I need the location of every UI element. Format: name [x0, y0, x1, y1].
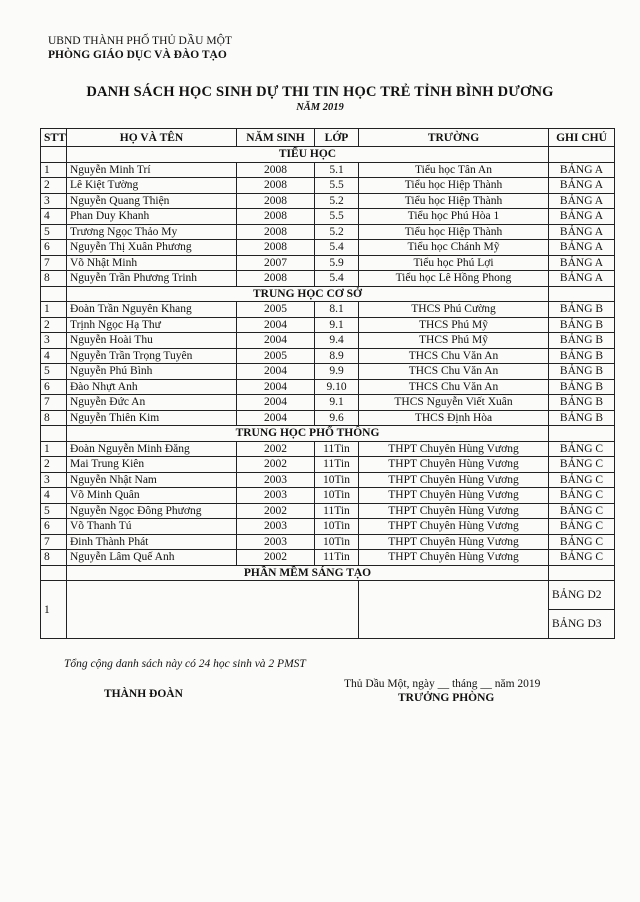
- class-cell: 5.5: [315, 178, 359, 194]
- section-title: TRUNG HỌC PHỔ THÔNG: [67, 426, 549, 442]
- stt-cell: 3: [41, 333, 67, 349]
- stt-cell: 8: [41, 271, 67, 287]
- school-cell: Tiểu học Phú Lợi: [359, 255, 549, 271]
- class-cell: 9.10: [315, 379, 359, 395]
- table-row: [41, 271, 615, 287]
- table-row: [41, 240, 615, 256]
- name-cell: Đinh Thành Phát: [67, 534, 237, 550]
- class-cell: 5.4: [315, 271, 359, 287]
- section-title: TIỂU HỌC: [67, 147, 549, 163]
- table-row: [41, 302, 615, 318]
- note-cell: BẢNG A: [549, 193, 615, 209]
- software-row: [41, 581, 615, 610]
- class-cell: 9.1: [315, 317, 359, 333]
- note-cell: BẢNG C: [549, 519, 615, 535]
- col-birth: NĂM SINH: [237, 129, 315, 147]
- birth-cell: 2002: [237, 457, 315, 473]
- document-title: DANH SÁCH HỌC SINH DỰ THI TIN HỌC TRẺ TỈNH BÌNH DƯƠNG: [86, 84, 554, 100]
- school-cell: THCS Nguyễn Viết Xuân: [359, 395, 549, 411]
- class-cell: 5.1: [315, 162, 359, 178]
- school-cell: THPT Chuyên Hùng Vương: [359, 550, 549, 566]
- col-note: GHI CHÚ: [549, 129, 615, 147]
- name-cell: Nguyễn Trần Trọng Tuyên: [67, 348, 237, 364]
- name-cell: Nguyễn Thiên Kim: [67, 410, 237, 426]
- col-school: TRƯỜNG: [359, 129, 549, 147]
- section-stt-cell: [41, 565, 67, 581]
- note-cell: BẢNG B: [549, 348, 615, 364]
- table-row: [41, 333, 615, 349]
- birth-cell: 2002: [237, 441, 315, 457]
- class-cell: 10Tin: [315, 534, 359, 550]
- class-cell: 5.9: [315, 255, 359, 271]
- name-cell: Nguyễn Đức An: [67, 395, 237, 411]
- name-cell: Đào Nhựt Anh: [67, 379, 237, 395]
- section-row: [41, 147, 615, 163]
- birth-cell: 2004: [237, 364, 315, 380]
- stt-cell: 5: [41, 224, 67, 240]
- stt-cell: 1: [41, 441, 67, 457]
- note-cell: BẢNG C: [549, 488, 615, 504]
- stt-cell: 8: [41, 550, 67, 566]
- note-cell: BẢNG C: [549, 457, 615, 473]
- document-header: [48, 34, 232, 62]
- school-cell: THCS Chu Văn An: [359, 348, 549, 364]
- school-cell: Tiểu học Hiệp Thành: [359, 193, 549, 209]
- table-row: [41, 550, 615, 566]
- student-table: [40, 128, 615, 639]
- class-cell: 10Tin: [315, 488, 359, 504]
- birth-cell: 2003: [237, 472, 315, 488]
- stt-cell: 7: [41, 255, 67, 271]
- birth-cell: 2008: [237, 240, 315, 256]
- table-body: [41, 147, 615, 639]
- school-cell: THCS Chu Văn An: [359, 364, 549, 380]
- stt-cell: 7: [41, 534, 67, 550]
- stt-cell: 1: [41, 302, 67, 318]
- stt-cell: 2: [41, 317, 67, 333]
- class-cell: 11Tin: [315, 503, 359, 519]
- birth-cell: 2007: [237, 255, 315, 271]
- class-cell: 5.2: [315, 193, 359, 209]
- school-cell: THPT Chuyên Hùng Vương: [359, 519, 549, 535]
- stt-cell: 1: [41, 162, 67, 178]
- table-row: [41, 472, 615, 488]
- class-cell: 10Tin: [315, 472, 359, 488]
- name-cell: Phan Duy Khanh: [67, 209, 237, 225]
- class-cell: 9.9: [315, 364, 359, 380]
- stt-cell: 5: [41, 503, 67, 519]
- birth-cell: 2008: [237, 178, 315, 194]
- section-note-cell: [549, 565, 615, 581]
- name-cell: Nguyễn Ngọc Đông Phương: [67, 503, 237, 519]
- software-name-cell: [67, 581, 359, 639]
- school-cell: THCS Chu Văn An: [359, 379, 549, 395]
- birth-cell: 2008: [237, 224, 315, 240]
- class-cell: 10Tin: [315, 519, 359, 535]
- table-row: [41, 379, 615, 395]
- school-cell: Tiểu học Hiệp Thành: [359, 224, 549, 240]
- name-cell: Trương Ngọc Thảo My: [67, 224, 237, 240]
- col-class: LỚP: [315, 129, 359, 147]
- birth-cell: 2008: [237, 209, 315, 225]
- place-date: Thủ Dầu Một, ngày __ tháng __ năm 2019: [344, 678, 541, 690]
- name-cell: Trịnh Ngọc Hạ Thư: [67, 317, 237, 333]
- left-signature-title: THÀNH ĐOÀN: [104, 688, 183, 700]
- stt-cell: 4: [41, 209, 67, 225]
- birth-cell: 2008: [237, 162, 315, 178]
- name-cell: Võ Nhật Minh: [67, 255, 237, 271]
- birth-cell: 2003: [237, 519, 315, 535]
- col-name: HỌ VÀ TÊN: [67, 129, 237, 147]
- table-row: [41, 209, 615, 225]
- school-cell: Tiểu học Tân An: [359, 162, 549, 178]
- table-row: [41, 534, 615, 550]
- section-note-cell: [549, 147, 615, 163]
- birth-cell: 2005: [237, 302, 315, 318]
- class-cell: 8.9: [315, 348, 359, 364]
- note-cell: BẢNG A: [549, 255, 615, 271]
- note-cell: BẢNG B: [549, 379, 615, 395]
- school-cell: THPT Chuyên Hùng Vương: [359, 457, 549, 473]
- note-cell: BẢNG C: [549, 441, 615, 457]
- birth-cell: 2003: [237, 488, 315, 504]
- school-cell: THCS Định Hòa: [359, 410, 549, 426]
- class-cell: 9.4: [315, 333, 359, 349]
- stt-cell: 3: [41, 472, 67, 488]
- school-cell: THPT Chuyên Hùng Vương: [359, 441, 549, 457]
- name-cell: Nguyễn Lâm Quế Anh: [67, 550, 237, 566]
- note-cell: BẢNG C: [549, 550, 615, 566]
- name-cell: Nguyễn Phú Bình: [67, 364, 237, 380]
- school-cell: THPT Chuyên Hùng Vương: [359, 503, 549, 519]
- name-cell: Võ Thanh Tú: [67, 519, 237, 535]
- name-cell: Nguyễn Hoài Thu: [67, 333, 237, 349]
- note-cell: BẢNG B: [549, 333, 615, 349]
- section-note-cell: [549, 426, 615, 442]
- name-cell: Mai Trung Kiên: [67, 457, 237, 473]
- name-cell: Lê Kiệt Tường: [67, 178, 237, 194]
- class-cell: 11Tin: [315, 457, 359, 473]
- table-row: [41, 317, 615, 333]
- section-row: [41, 426, 615, 442]
- birth-cell: 2002: [237, 503, 315, 519]
- class-cell: 11Tin: [315, 441, 359, 457]
- stt-cell: 2: [41, 457, 67, 473]
- note-cell: BẢNG A: [549, 224, 615, 240]
- birth-cell: 2004: [237, 333, 315, 349]
- note-cell: BẢNG A: [549, 209, 615, 225]
- table-row: [41, 178, 615, 194]
- note-cell: BẢNG C: [549, 472, 615, 488]
- class-cell: 5.2: [315, 224, 359, 240]
- school-cell: THCS Phú Mỹ: [359, 317, 549, 333]
- table-row: [41, 441, 615, 457]
- software-stt-cell: 1: [41, 581, 67, 639]
- section-row: [41, 286, 615, 302]
- note-cell: BẢNG B: [549, 317, 615, 333]
- table-row: [41, 488, 615, 504]
- note-cell: BẢNG B: [549, 364, 615, 380]
- section-title: PHẦN MỀM SÁNG TẠO: [67, 565, 549, 581]
- software-note-cell: BẢNG D3: [549, 610, 615, 639]
- table-row: [41, 193, 615, 209]
- org-name: UBND THÀNH PHỐ THỦ DẦU MỘT: [48, 35, 232, 47]
- class-cell: 9.1: [315, 395, 359, 411]
- stt-cell: 2: [41, 178, 67, 194]
- table-row: [41, 224, 615, 240]
- stt-cell: 4: [41, 348, 67, 364]
- table-row: [41, 519, 615, 535]
- stt-cell: 6: [41, 240, 67, 256]
- school-cell: THPT Chuyên Hùng Vương: [359, 534, 549, 550]
- birth-cell: 2004: [237, 317, 315, 333]
- section-stt-cell: [41, 147, 67, 163]
- note-cell: BẢNG B: [549, 302, 615, 318]
- note-cell: BẢNG B: [549, 395, 615, 411]
- note-cell: BẢNG A: [549, 178, 615, 194]
- table-row: [41, 255, 615, 271]
- note-cell: BẢNG A: [549, 162, 615, 178]
- note-cell: BẢNG B: [549, 410, 615, 426]
- name-cell: Võ Minh Quân: [67, 488, 237, 504]
- birth-cell: 2005: [237, 348, 315, 364]
- document-year: NĂM 2019: [296, 102, 344, 113]
- stt-cell: 3: [41, 193, 67, 209]
- software-note-cell: BẢNG D2: [549, 581, 615, 610]
- software-school-cell: [359, 581, 549, 639]
- note-cell: BẢNG A: [549, 240, 615, 256]
- table-row: [41, 162, 615, 178]
- birth-cell: 2004: [237, 410, 315, 426]
- note-cell: BẢNG A: [549, 271, 615, 287]
- stt-cell: 7: [41, 395, 67, 411]
- name-cell: Nguyễn Trần Phương Trinh: [67, 271, 237, 287]
- class-cell: 8.1: [315, 302, 359, 318]
- table-row: [41, 410, 615, 426]
- school-cell: THCS Phú Cường: [359, 302, 549, 318]
- name-cell: Nguyễn Nhật Nam: [67, 472, 237, 488]
- school-cell: THPT Chuyên Hùng Vương: [359, 488, 549, 504]
- birth-cell: 2004: [237, 395, 315, 411]
- table-row: [41, 364, 615, 380]
- name-cell: Nguyễn Minh Trí: [67, 162, 237, 178]
- school-cell: Tiểu học Phú Hòa 1: [359, 209, 549, 225]
- birth-cell: 2002: [237, 550, 315, 566]
- name-cell: Nguyễn Thị Xuân Phương: [67, 240, 237, 256]
- stt-cell: 5: [41, 364, 67, 380]
- stt-cell: 6: [41, 519, 67, 535]
- birth-cell: 2008: [237, 271, 315, 287]
- class-cell: 5.5: [315, 209, 359, 225]
- section-stt-cell: [41, 426, 67, 442]
- table-row: [41, 348, 615, 364]
- stt-cell: 6: [41, 379, 67, 395]
- total-note: Tổng cộng danh sách này có 24 học sinh và 2 PMST: [64, 658, 306, 670]
- name-cell: Đoàn Trần Nguyên Khang: [67, 302, 237, 318]
- section-stt-cell: [41, 286, 67, 302]
- stt-cell: 4: [41, 488, 67, 504]
- stt-cell: 8: [41, 410, 67, 426]
- section-note-cell: [549, 286, 615, 302]
- note-cell: BẢNG C: [549, 503, 615, 519]
- name-cell: Nguyễn Quang Thiện: [67, 193, 237, 209]
- class-cell: 5.4: [315, 240, 359, 256]
- section-row: [41, 565, 615, 581]
- table-row: [41, 395, 615, 411]
- note-cell: BẢNG C: [549, 534, 615, 550]
- table-header-row: [41, 129, 615, 147]
- class-cell: 9.6: [315, 410, 359, 426]
- name-cell: Đoàn Nguyễn Minh Đăng: [67, 441, 237, 457]
- school-cell: THCS Phú Mỹ: [359, 333, 549, 349]
- school-cell: Tiểu học Hiệp Thành: [359, 178, 549, 194]
- birth-cell: 2003: [237, 534, 315, 550]
- table-row: [41, 457, 615, 473]
- school-cell: Tiểu học Lê Hồng Phong: [359, 271, 549, 287]
- class-cell: 11Tin: [315, 550, 359, 566]
- school-cell: THPT Chuyên Hùng Vương: [359, 472, 549, 488]
- birth-cell: 2004: [237, 379, 315, 395]
- dept-name: PHÒNG GIÁO DỤC VÀ ĐÀO TẠO: [48, 49, 227, 61]
- school-cell: Tiểu học Chánh Mỹ: [359, 240, 549, 256]
- birth-cell: 2008: [237, 193, 315, 209]
- table-row: [41, 503, 615, 519]
- col-stt: STT: [41, 129, 67, 147]
- right-signature-title: TRƯỞNG PHÒNG: [398, 692, 495, 704]
- section-title: TRUNG HỌC CƠ SỞ: [67, 286, 549, 302]
